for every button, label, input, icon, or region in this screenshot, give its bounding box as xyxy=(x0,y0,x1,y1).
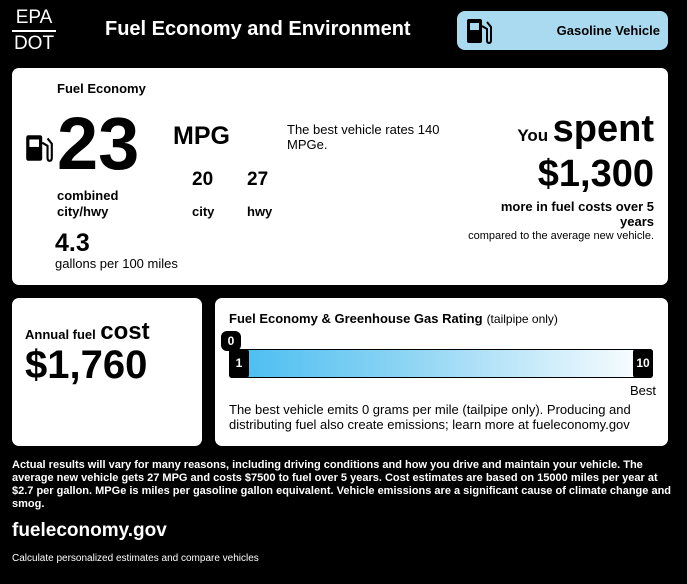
annual-fuel-cost-panel xyxy=(12,298,202,446)
ghg-rating-bar xyxy=(229,349,653,378)
vehicle-type-label: Gasoline Vehicle xyxy=(556,23,660,38)
spent-label: spent xyxy=(552,108,654,150)
combined-label: combined city/hwy xyxy=(57,188,119,219)
annual-fuel-heading xyxy=(25,318,150,346)
you-spent-heading xyxy=(517,108,654,151)
best-label: Best xyxy=(629,383,656,398)
city-mpg-value: 20 xyxy=(192,169,214,190)
fuel-pump-icon xyxy=(24,132,54,169)
logo-divider xyxy=(12,30,56,32)
cost-label: cost xyxy=(100,318,150,345)
scale-max-label: 10 xyxy=(633,349,653,378)
city-label: city xyxy=(192,204,215,219)
ghg-rating-title: Fuel Economy & Greenhouse Gas Rating xyxy=(229,311,483,326)
rating-marker: 0 xyxy=(221,331,241,351)
fueleconomy-link[interactable]: fueleconomy.gov xyxy=(12,520,167,541)
more-fuel-cost-text: more in fuel costs over 5 years xyxy=(500,199,654,229)
ghg-rating-heading xyxy=(229,311,558,326)
hwy-label: hwy xyxy=(247,204,273,219)
gallons-label: gallons per 100 miles xyxy=(55,256,178,271)
hwy-mpg-value: 27 xyxy=(247,169,269,190)
compared-text: compared to the average new vehicle. xyxy=(468,230,654,242)
mpg-unit: MPG xyxy=(173,122,230,150)
calculate-estimates-text: Calculate personalized estimates and compare vehicles xyxy=(12,553,259,564)
tailpipe-note: (tailpipe only) xyxy=(486,312,558,326)
fuel-economy-label: Fuel Economy xyxy=(57,81,146,96)
gallons-value: 4.3 xyxy=(55,229,90,257)
epa-text: EPA xyxy=(15,7,53,28)
best-vehicle-text: The best vehicle rates 140 MPGe. xyxy=(287,122,440,152)
ghg-description: The best vehicle emits 0 grams per mile (tailpipe only). Producing and distributing fuel also create emissions; learn more at fueleconomy.gov xyxy=(229,402,631,432)
epa-dot-logo xyxy=(12,7,56,55)
annual-fuel-cost-amount: $1,760 xyxy=(25,343,148,387)
combined-mpg-value: 23 xyxy=(57,102,140,185)
disclaimer-text: Actual results will vary for many reasons, including driving conditions and how you drive and maintain your vehicle. The average new vehicle gets 27 MPG and costs $7500 to fuel over 5 years. Cost estimates are based on 15000 miles per year at $2.7 per gallon. MPGe is miles per gasoline gallon equivalent. Vehicle emissions are a significant cause of climate change and smog. xyxy=(12,459,672,510)
vehicle-type-badge xyxy=(457,11,668,50)
fuel-pump-icon xyxy=(465,16,493,51)
scale-min-label: 1 xyxy=(229,349,249,378)
fuel-economy-panel xyxy=(12,68,668,285)
you-label: You xyxy=(517,126,549,145)
dot-text: DOT xyxy=(13,33,55,54)
page-title: Fuel Economy and Environment xyxy=(105,18,411,40)
ghg-rating-panel xyxy=(215,298,668,446)
spent-amount: $1,300 xyxy=(537,153,654,195)
annual-fuel-label: Annual fuel xyxy=(25,327,96,342)
